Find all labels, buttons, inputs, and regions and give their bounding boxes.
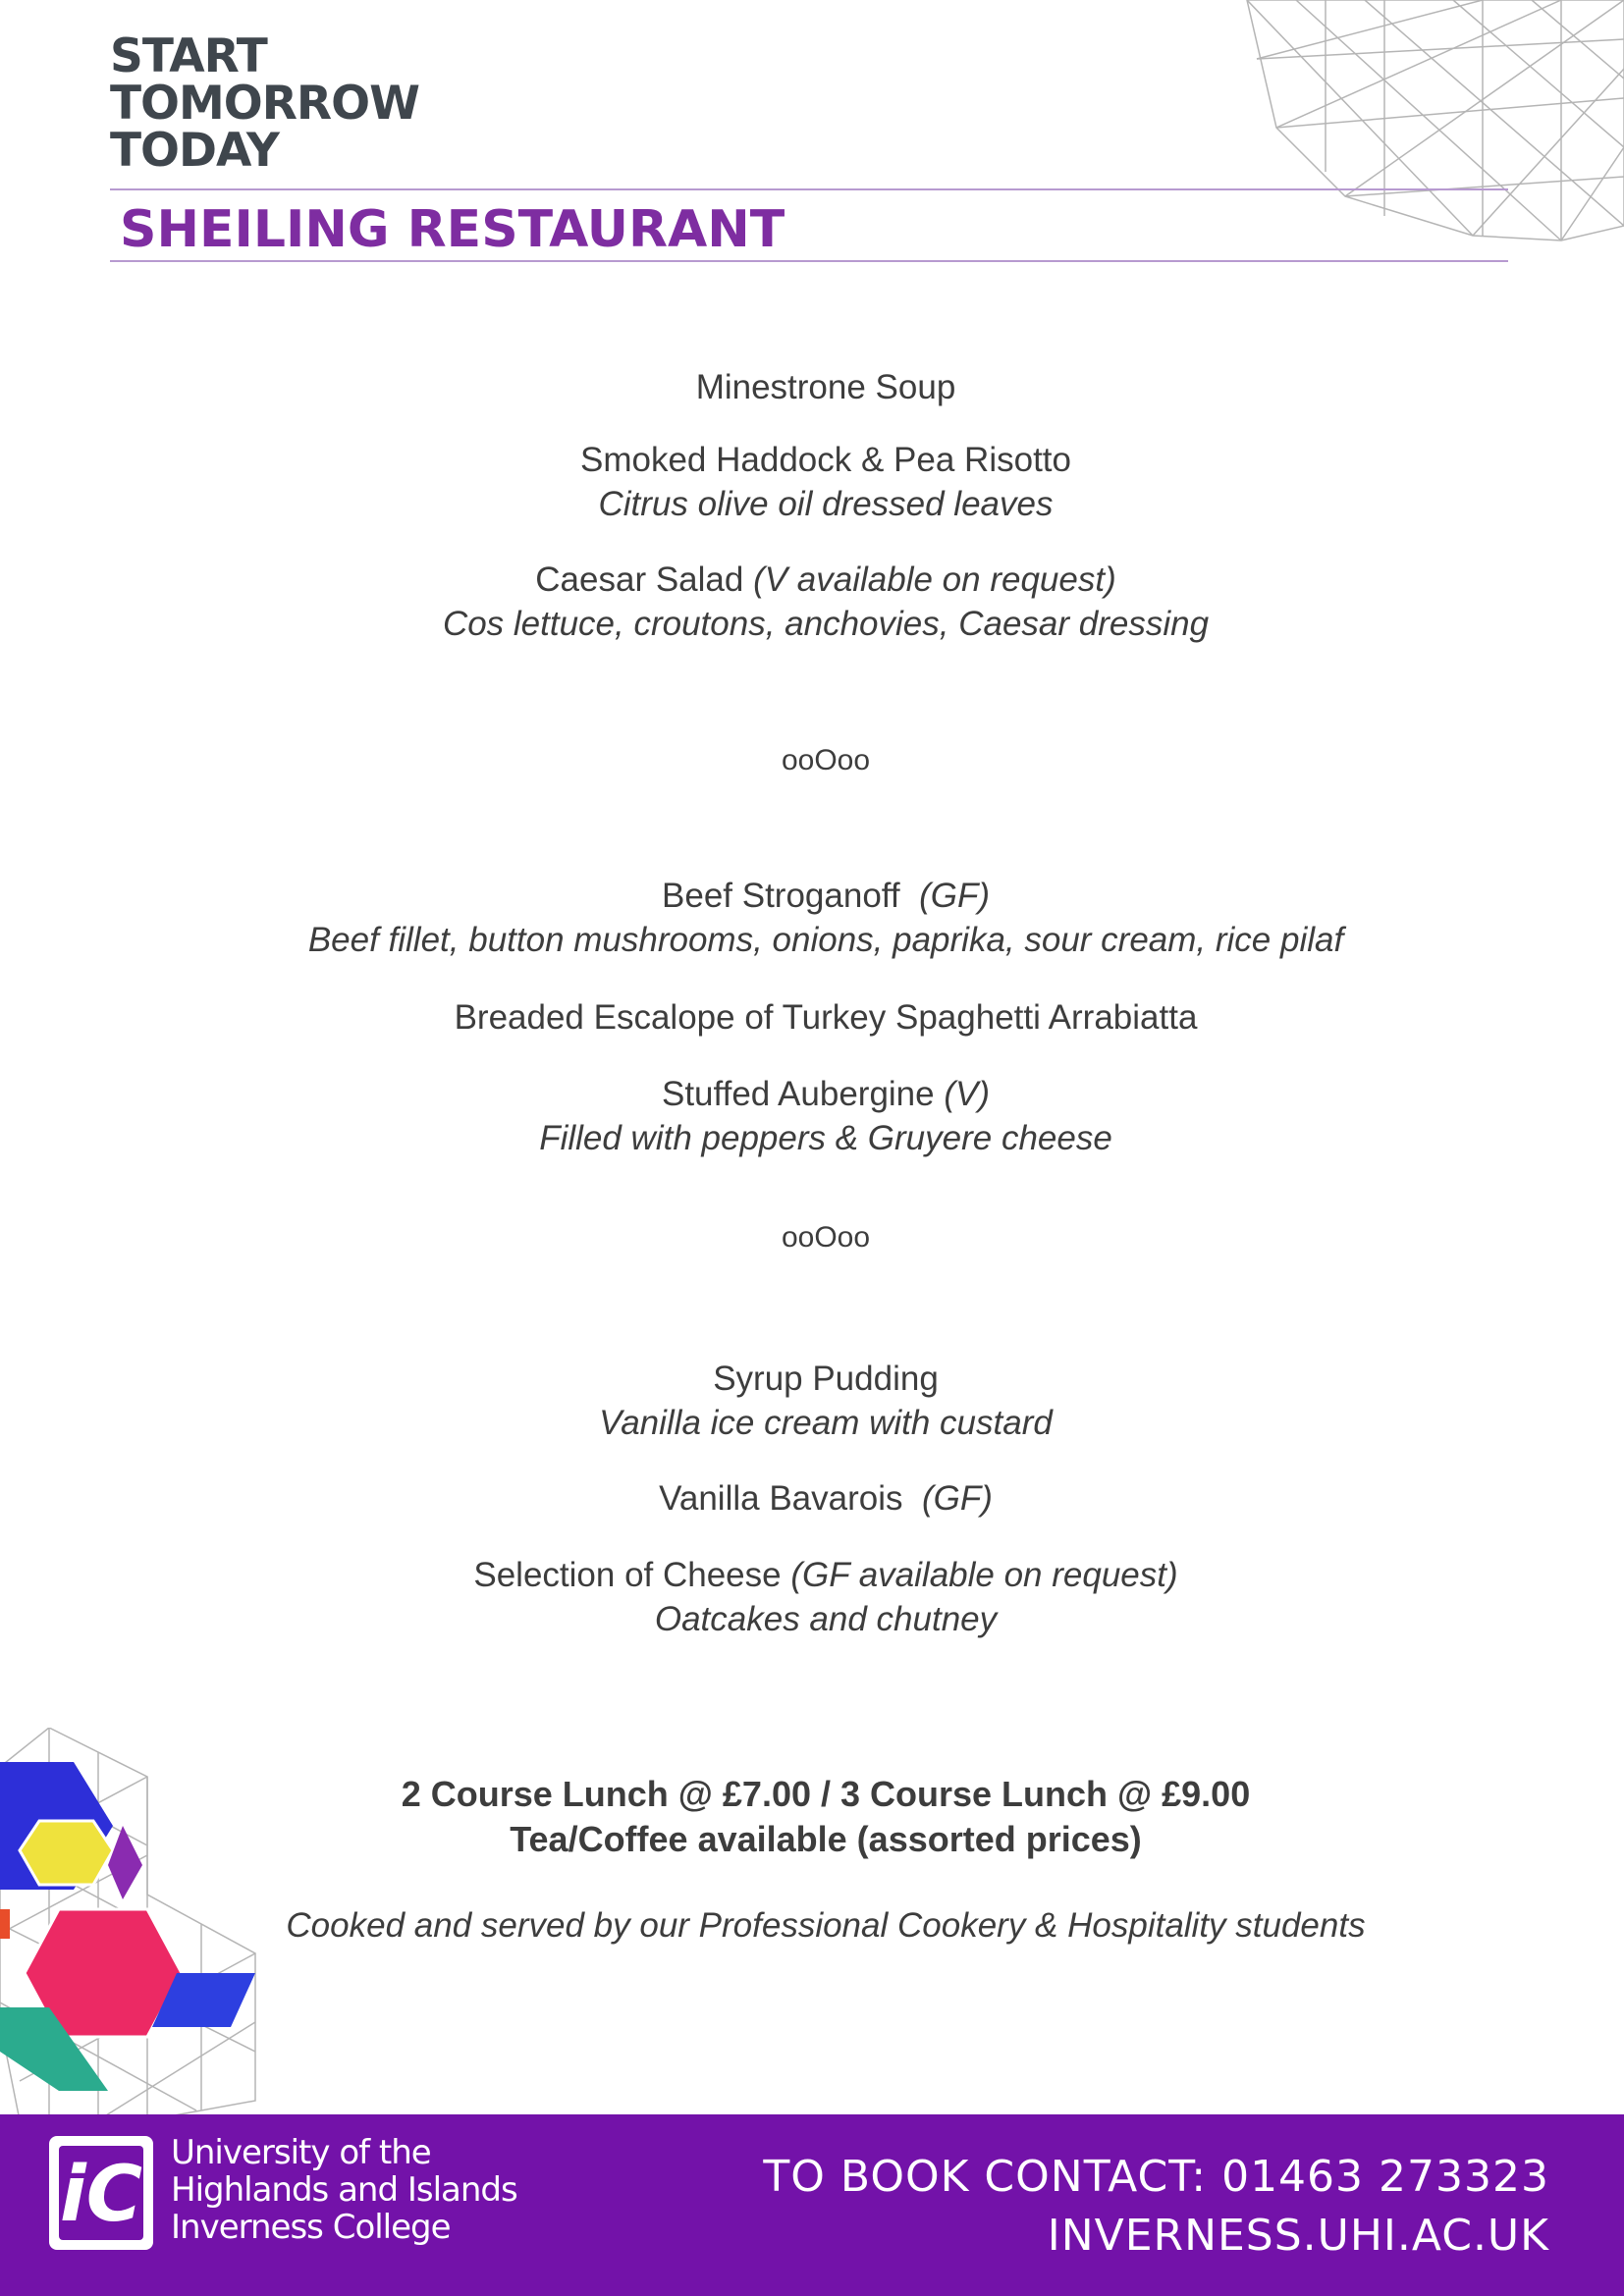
slogan-line-1: START — [110, 29, 267, 83]
header-rule-top — [110, 188, 1508, 190]
dish-note: (GF) — [919, 877, 990, 915]
booking-contact: TO BOOK CONTACT: 01463 273323 — [763, 2152, 1549, 2202]
dish-note: (GF available on request) — [790, 1556, 1178, 1594]
served-by-note: Cooked and served by our Professional Cookery & Hospitality students — [286, 1906, 1366, 1945]
dish-note: (V available on request) — [753, 561, 1116, 599]
course-separator: ooOoo — [781, 1221, 871, 1254]
dish-name: Stuffed Aubergine — [661, 1075, 935, 1113]
dish-description: Citrus olive oil dressed leaves — [598, 485, 1054, 523]
university-line-2: Highlands and Islands — [171, 2170, 517, 2210]
logo-text: iC — [60, 2151, 142, 2239]
menu-item-dessert-3 — [0, 1553, 1624, 1641]
slogan — [110, 29, 419, 178]
dish-description: Filled with peppers & Gruyere cheese — [539, 1119, 1112, 1157]
header-rule-bottom — [110, 260, 1508, 262]
university-line-1: University of the — [171, 2133, 431, 2172]
menu-item-starter-1 — [0, 365, 1624, 409]
dish-name: Caesar Salad — [535, 561, 744, 599]
university-name — [171, 2134, 517, 2246]
booking-info — [763, 2148, 1549, 2266]
dish-description: Vanilla ice cream with custard — [599, 1404, 1053, 1442]
dish-description: Cos lettuce, croutons, anchovies, Caesar dressing — [442, 605, 1210, 643]
dish-name: Minestrone Soup — [695, 368, 956, 406]
dish-name: Vanilla Bavarois — [659, 1479, 903, 1518]
dish-description: Beef fillet, button mushrooms, onions, paprika, sour cream, rice pilaf — [307, 921, 1344, 959]
restaurant-title: SHEILING RESTAURANT — [120, 200, 785, 259]
menu-item-main-2 — [0, 995, 1624, 1040]
slogan-line-3: TODAY — [110, 124, 279, 178]
menu-item-main-1 — [0, 874, 1624, 962]
pricing-line-1: 2 Course Lunch @ £7.00 / 3 Course Lunch @ £9.00 — [401, 1774, 1251, 1814]
menu-item-dessert-2 — [0, 1476, 1624, 1521]
menu-item-main-3 — [0, 1072, 1624, 1160]
university-line-3: Inverness College — [171, 2208, 451, 2247]
menu-item-starter-2 — [0, 438, 1624, 526]
dish-name: Selection of Cheese — [473, 1556, 782, 1594]
dish-name: Beef Stroganoff — [662, 877, 900, 915]
geometric-pattern-icon — [1237, 0, 1624, 245]
dish-name: Smoked Haddock & Pea Risotto — [580, 441, 1071, 479]
inverness-college-logo-icon — [47, 2134, 155, 2252]
dish-name: Breaded Escalope of Turkey Spaghetti Arrabiatta — [454, 998, 1198, 1037]
footer-banner — [0, 2114, 1624, 2296]
geometric-decoration-icon — [0, 1728, 265, 2120]
menu-item-dessert-1 — [0, 1357, 1624, 1445]
pricing-line-2: Tea/Coffee available (assorted prices) — [510, 1819, 1142, 1859]
dish-note: (V) — [944, 1075, 991, 1113]
dish-note: (GF) — [921, 1479, 993, 1518]
dish-name: Syrup Pudding — [713, 1360, 939, 1398]
dish-description: Oatcakes and chutney — [654, 1600, 998, 1638]
menu-item-starter-3 — [0, 558, 1624, 646]
course-separator: ooOoo — [781, 744, 871, 776]
website-link[interactable]: INVERNESS.UHI.AC.UK — [1047, 2211, 1549, 2261]
slogan-line-2: TOMORROW — [110, 77, 419, 131]
